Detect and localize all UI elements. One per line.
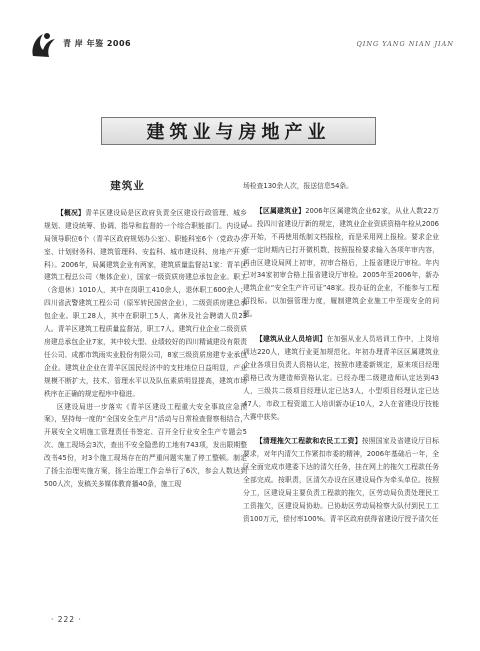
paragraph-text: 按照国家及省建设厅目标要求，对年内清欠工作紧扣市委的精神，2006年基础后一年，全区全面完成市建委下达的清欠任务，挂在网上的拖欠工程款任务全部完成。按职责，区清欠办设在区建设局作为牵头单位。按照分工，区建设局主要负责工程款的拖欠，区劳动局负责处理民工工资拖欠，区建设局协助。已协助区劳动局检察大队付到民工工资100万元，偿付率100%。青羊区政府获得省建设厅授予清欠任 xyxy=(243,437,440,523)
paragraph-text: 青羊区建设局是区政府负责全区建设行政管理、城乡规划、建设统筹、协调、指导和监督的一个综合职能部门。内设局局领导职位6个（青羊区政府规划办公室）、职能科室6个（党政办公室、计划财务科、建筑管理科、安监科、城市建设科、房地产开发科）。2006年，局属建筑企业有两家，建筑质量监督站1家：青羊区建筑工程总公司（集体企业），国家一级资质房建总承包企业。职工（含退休）1010人，其中在岗职工410余人，退休职工600余人；四川省武警建筑工程公司（原军转民国营企业），二级资质房建总承包企业。职工28人，其中在职职工5人，离休及社会聘请人员23人。青羊区建筑工程质量监督站，职工7人。建筑行业企业二级资质房建总承包企业7家，其中较大型、业绩较好的四川精诚建设有限责任公司、成都市筑雨实业股份有限公司，8家三级资质房建专业承包企业。建筑业企业在青羊区国民经济中的支柱地位日益明显，产业规模不断扩大，技术、管理水平以及队伍素质明显提高，建筑市场秩序在正确的规定程序中稳进。 xyxy=(44,208,248,398)
paragraph xyxy=(44,401,247,491)
paragraph xyxy=(243,333,439,423)
paragraph-tag: 【建筑从业人员培训】 xyxy=(255,335,327,344)
subsection-heading: 建筑业 xyxy=(110,180,145,192)
paragraph-text: 2006年区属建筑企业62家，从业人数22万人。投四川省建设厅新的规定，建筑业企业资质资格年检从2006年开始，不再使用纸制文档报检，而是采用网上报检。要求企业在一定时期内已打开微机数，按照报检要求输入各项年审内容，再由区建设局网上初审，初审合格后，上报省建设厅审检。年内已对34家初审合格上报省建设厅审检。2005年至2006年，新办建筑企业“安全生产许可证”48家。投办证的企业，不能参与工程招投标。以加强管理力度，履制建筑企业施工中至现安全的问题。 xyxy=(243,206,439,319)
paragraph-text: 场检查130余人次，报送信息54条。 xyxy=(243,182,353,190)
page-number: · 222 · xyxy=(51,615,82,624)
paragraph xyxy=(243,435,439,525)
paragraph-text: 在加强从业人员培训工作中，上岗培训达220人，建筑行业更加规范化。年初办理青羊区区属建筑业企业各项目负责人资格认定，按照市建委新规定，原来项目经理资格已改为建造师资格认定。已经办理二级建造师认定达到43人，三级共二级项目经理认定已达3人，小型项目经理认定已达47人，市政工程资道工人培训新办证10人，2人在省建设厅技能大赛中获奖。 xyxy=(243,335,440,421)
paragraph-tag: 【清理拖欠工程款和农民工工资】 xyxy=(255,437,362,446)
section-title: 建筑业与房地产业 xyxy=(101,117,376,145)
header-right-title: QING YANG NIAN JIAN xyxy=(356,40,454,48)
paragraph xyxy=(243,180,439,193)
logo-figure-icon xyxy=(27,30,61,60)
right-column xyxy=(243,180,439,526)
paragraph xyxy=(243,205,439,321)
logo xyxy=(27,30,167,58)
logo-text: 青 岸 年鉴 2006 xyxy=(63,39,132,48)
left-column xyxy=(44,180,247,491)
paragraph-tag: 【概况】 xyxy=(56,208,86,217)
paragraph-text: 区建设局进一步落实《青羊区建设工程重大安全事故应急预案》，坚持每一度的“全国安全生产月”活动与日常检查督察相结合，开展安全文明施工管理责任书签定、召开全行业安全生产专题会5次、施工现场会3次，查出不安全隐患的工地有743项，发出限期整改书45份，对3个施工现场存在的严重问题实施了停工整顿。制定了扬尘治理实施方案，扬尘治理工作会举行了6次，参会人数达到500人次，发稿关多媒体教育播40条，施工现 xyxy=(44,402,247,488)
paragraph-tag: 【区属建筑业】 xyxy=(255,206,306,215)
paragraph xyxy=(44,207,247,401)
